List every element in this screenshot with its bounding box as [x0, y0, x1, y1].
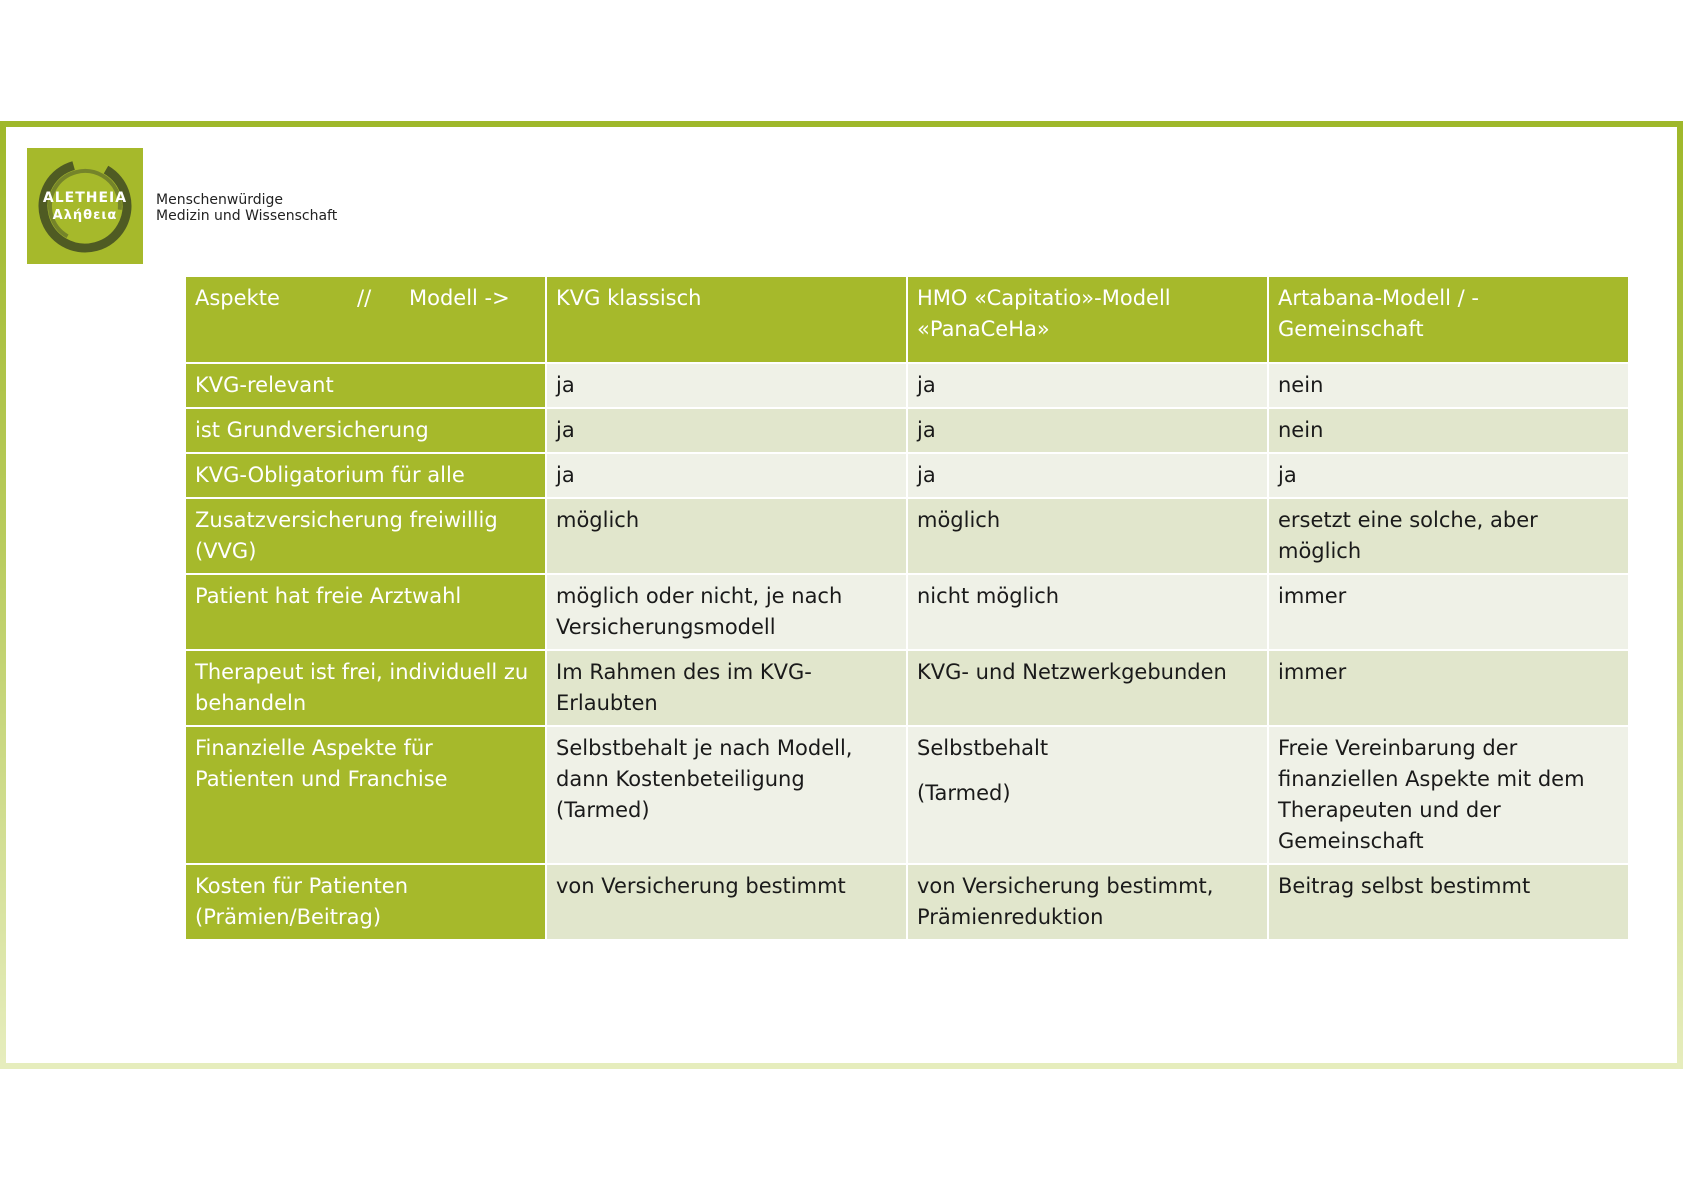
table-header-row [185, 276, 1629, 363]
cell-hmo: möglich [907, 498, 1268, 574]
row-label: Patient hat freie Arztwahl [185, 574, 546, 650]
cell-artabana: Freie Vereinbarung der finanziellen Aspekte mit dem Therapeuten und der Gemeinschaft [1268, 726, 1629, 864]
table-row [185, 498, 1629, 574]
row-label: Finanzielle Aspekte für Patienten und Franchise [185, 726, 546, 864]
logo-greek: Αλήθεια [52, 208, 118, 223]
cell-kvg: Selbstbehalt je nach Modell, dann Kostenbeteiligung (Tarmed) [546, 726, 907, 864]
table-row [185, 726, 1629, 864]
cell-artabana: nein [1268, 363, 1629, 408]
cell-hmo-line1: Selbstbehalt [917, 736, 1049, 760]
header-aspects: Aspekte [195, 286, 280, 310]
header-aspects-model [185, 276, 546, 363]
cell-hmo: ja [907, 453, 1268, 498]
cell-kvg: ja [546, 408, 907, 453]
row-label: Zusatzversicherung freiwillig (VVG) [185, 498, 546, 574]
cell-kvg: von Versicherung bestimmt [546, 864, 907, 940]
paragraph-gap [917, 764, 1258, 778]
brush-circle-icon [27, 148, 143, 264]
cell-hmo [907, 726, 1268, 864]
header-hmo-line2: «PanaCeHa» [917, 317, 1050, 341]
header-hmo-line1: HMO «Capitatio»-Modell [917, 286, 1171, 310]
table-row [185, 864, 1629, 940]
cell-artabana: immer [1268, 650, 1629, 726]
table-row [185, 408, 1629, 453]
cell-kvg: möglich [546, 498, 907, 574]
tagline [156, 192, 337, 224]
cell-hmo: nicht möglich [907, 574, 1268, 650]
header-hmo [907, 276, 1268, 363]
tagline-line1: Menschenwürdige [156, 192, 284, 208]
header-separator: // [357, 286, 372, 310]
cell-kvg: möglich oder nicht, je nach Versicherungsmodell [546, 574, 907, 650]
header-artabana: Artabana-Modell / -Gemeinschaft [1268, 276, 1629, 363]
cell-hmo-line2: (Tarmed) [917, 781, 1011, 805]
cell-hmo: ja [907, 363, 1268, 408]
cell-hmo: von Versicherung bestimmt, Prämienreduktion [907, 864, 1268, 940]
comparison-table [184, 275, 1630, 941]
row-label: KVG-Obligatorium für alle [185, 453, 546, 498]
cell-artabana: nein [1268, 408, 1629, 453]
cell-artabana: ersetzt eine solche, aber möglich [1268, 498, 1629, 574]
table-row [185, 363, 1629, 408]
row-label: KVG-relevant [185, 363, 546, 408]
table-row [185, 453, 1629, 498]
cell-kvg: ja [546, 363, 907, 408]
row-label: Therapeut ist frei, individuell zu behandeln [185, 650, 546, 726]
header-model: Modell -> [409, 286, 510, 310]
table-row [185, 650, 1629, 726]
logo-name: ALETHEIA [42, 190, 128, 206]
cell-artabana: immer [1268, 574, 1629, 650]
cell-hmo: KVG- und Netzwerkgebunden [907, 650, 1268, 726]
cell-hmo: ja [907, 408, 1268, 453]
table-row [185, 574, 1629, 650]
aletheia-logo [27, 148, 143, 264]
header-kvg: KVG klassisch [546, 276, 907, 363]
cell-kvg: Im Rahmen des im KVG-Erlaubten [546, 650, 907, 726]
tagline-line2: Medizin und Wissenschaft [156, 208, 338, 224]
cell-artabana: ja [1268, 453, 1629, 498]
row-label: ist Grundversicherung [185, 408, 546, 453]
row-label: Kosten für Patienten (Prämien/Beitrag) [185, 864, 546, 940]
cell-kvg: ja [546, 453, 907, 498]
cell-artabana: Beitrag selbst bestimmt [1268, 864, 1629, 940]
